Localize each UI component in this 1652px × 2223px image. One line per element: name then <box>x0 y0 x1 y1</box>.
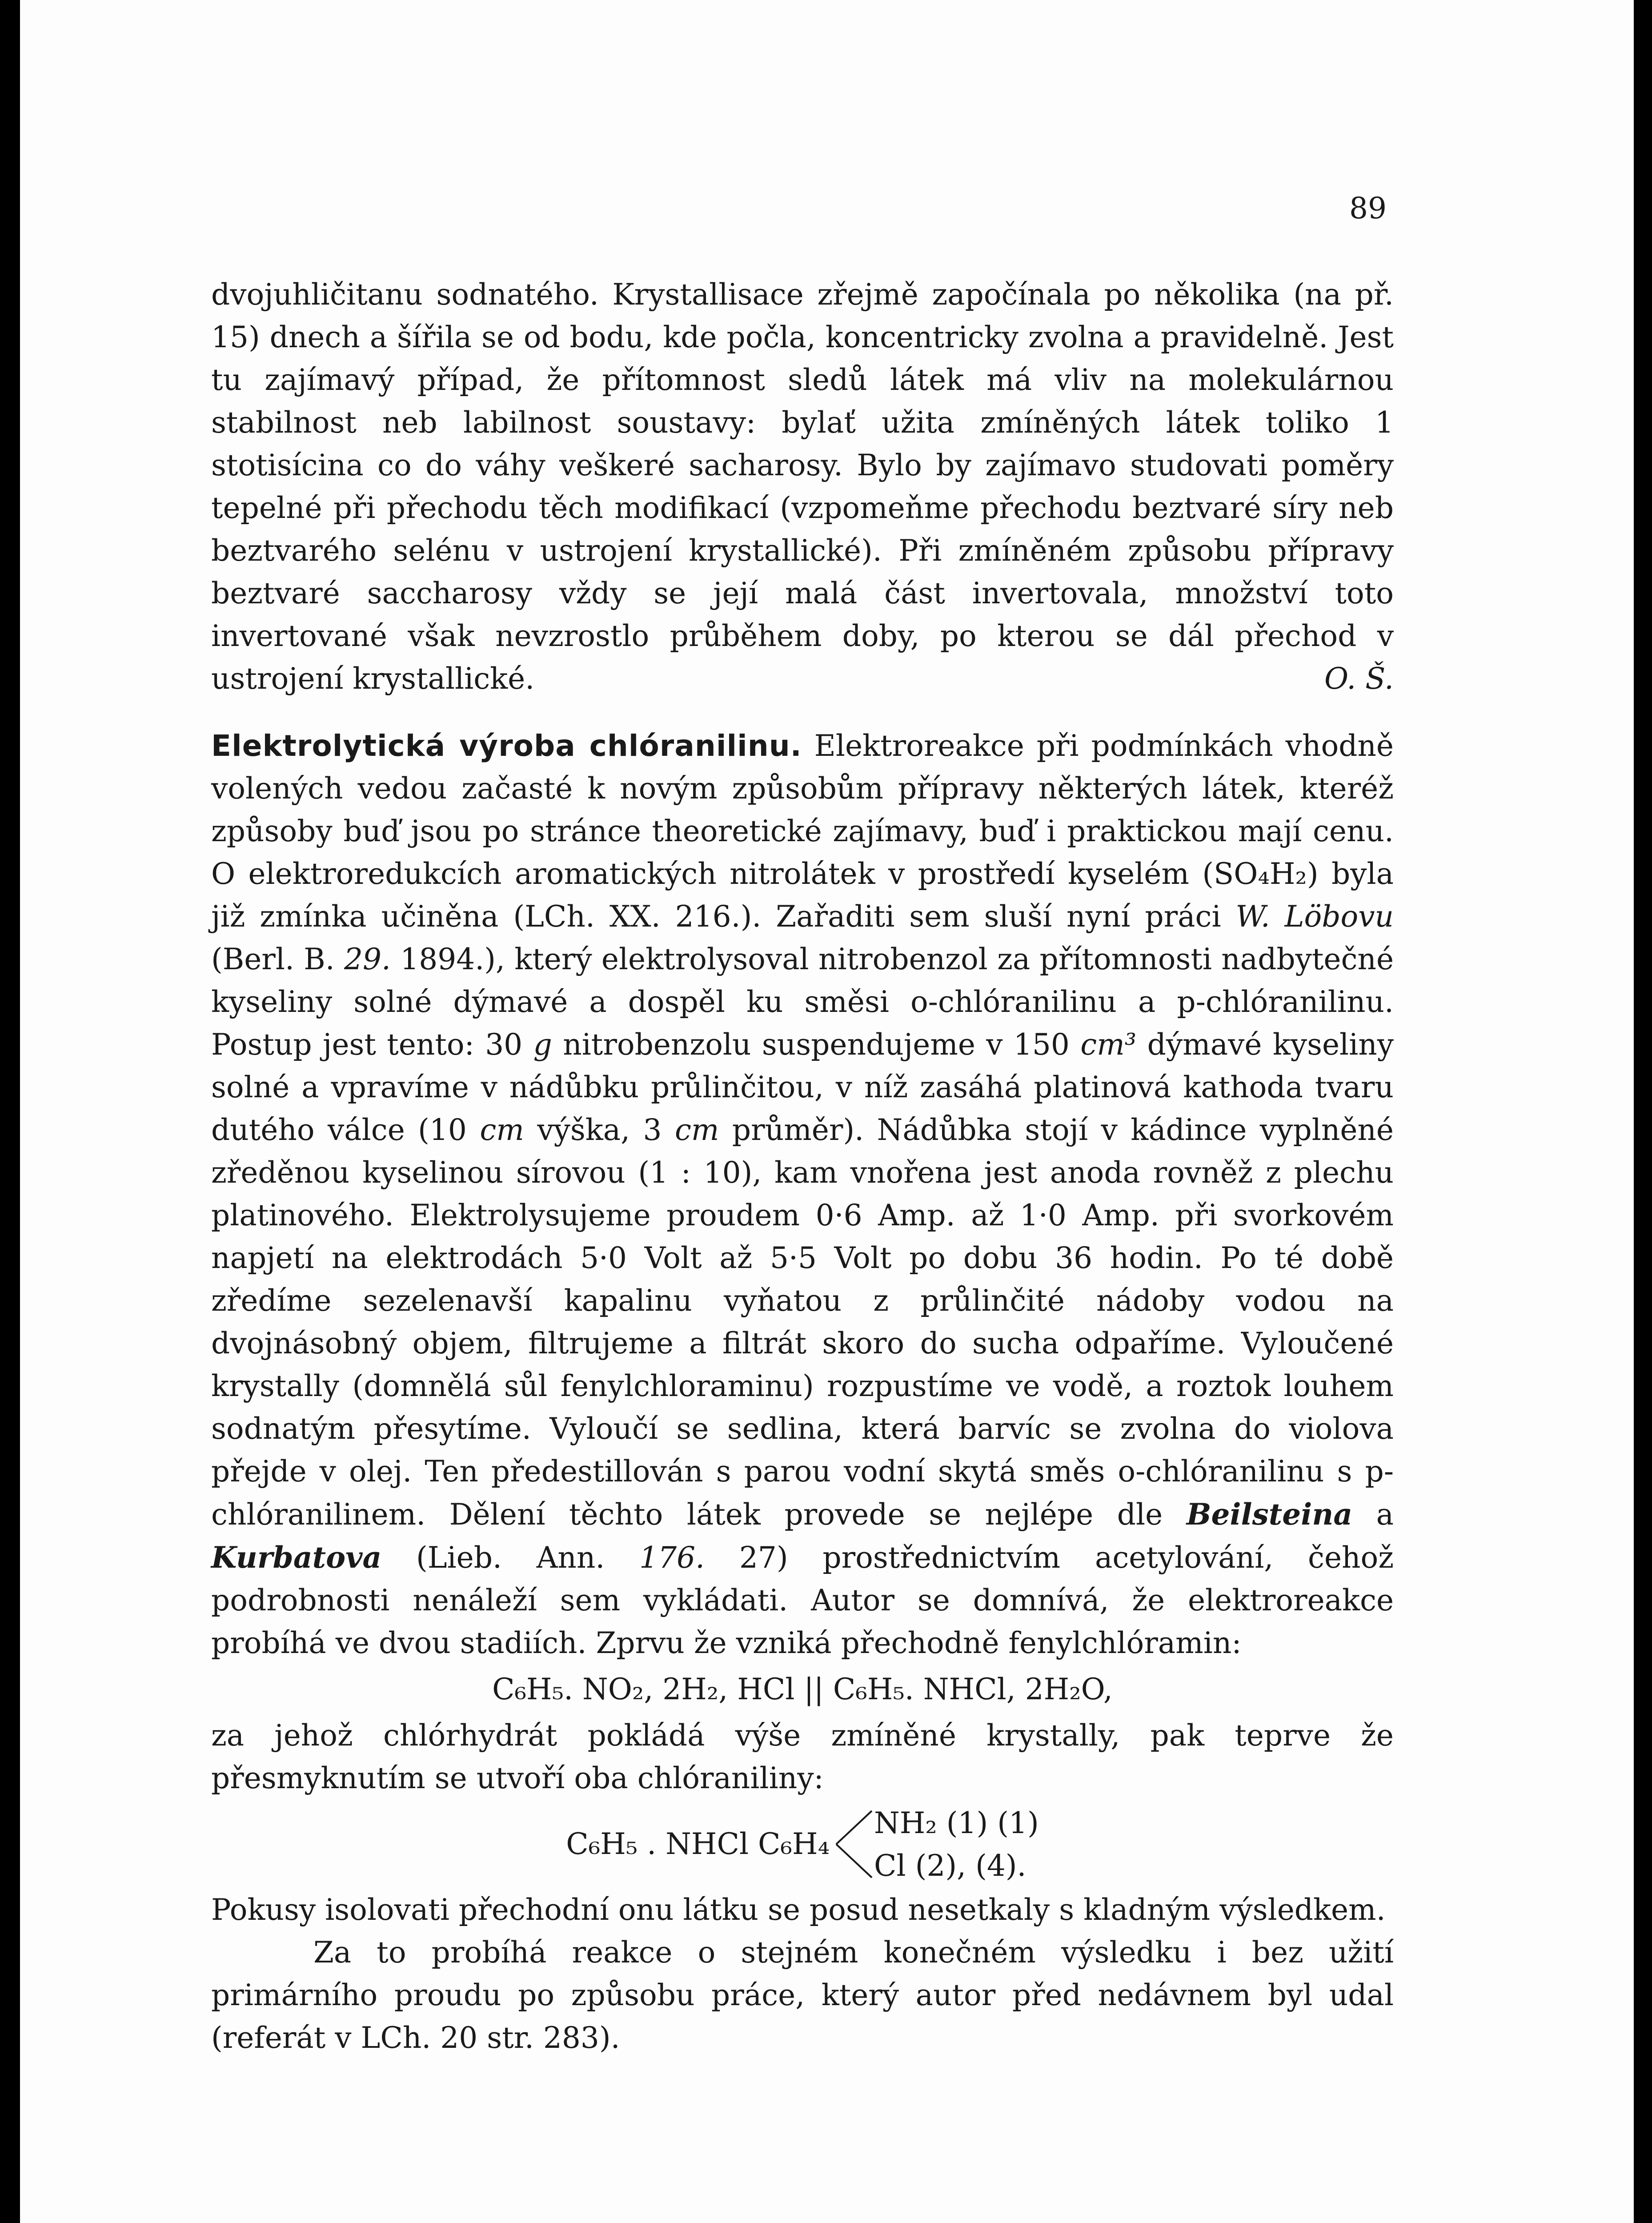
section-intro: Elektroreakce při podmínkách vhodně volených vedou začasté k novým způsobům přípravy některých látek, kteréž způsoby buď jsou po stránce theoretické zajímavy, buď i praktickou mají cenu. O elektroredukcích aromatických nitrolátek v prostředí kyselém <box>211 729 1394 891</box>
author-name: Beilsteina <box>1186 1497 1353 1532</box>
substituent-top: NH₂ (1) (1) <box>874 1806 1039 1840</box>
unit: g <box>533 1027 552 1062</box>
document-page <box>20 0 1634 2223</box>
chemical-structure <box>211 1800 1394 1889</box>
unit: cm <box>480 1113 524 1147</box>
section-heading: Elektrolytická výroba chlóranilinu. <box>211 729 802 763</box>
volume-number: 176. <box>639 1541 705 1575</box>
author-name: W. Löbovu <box>1235 899 1394 934</box>
structure-substituents <box>874 1802 1039 1886</box>
substituent-bottom: Cl (2), (4). <box>874 1849 1026 1883</box>
text-fragment: Pokusy isolovati přechodní onu látku se posud nesetkaly s kladným výsledkem. <box>211 1893 1386 1927</box>
branch-lines-icon <box>834 1802 874 1886</box>
paragraph-crystallisation <box>211 273 1394 700</box>
text-fragment: a <box>1376 1497 1394 1532</box>
section-electrolytic-chloraniline <box>211 725 1394 2059</box>
text-fragment: nitrobenzolu suspendujeme v 150 <box>563 1027 1070 1062</box>
text-fragment: výška, 3 <box>537 1113 662 1147</box>
text-fragment: dýmavé kyseliny solné a vpravíme v nádůbku průlinčitou, v níž zasáhá platinová kathoda tvaru dutého válce (10 <box>211 1027 1394 1147</box>
unit: cm <box>674 1113 719 1147</box>
text-fragment: (Lieb. Ann. <box>416 1541 605 1575</box>
text-fragment: za jehož chlórhydrát pokládá výše zmíněné krystally, pak teprve že přesmyknutím se utvoří oba chlóraniliny: <box>211 1718 1394 1795</box>
formula-acid: (SO₄H₂) <box>1202 857 1319 891</box>
unit: cm³ <box>1080 1027 1137 1062</box>
text-fragment: průměr). Nádůbka stojí v kádince vyplněné zředěnou kyselinou sírovou (1 : 10), kam vnořena jest anoda rovněž z plechu platinového. Elektrolysujeme proudem 0·6 Amp. až 1·0 Amp. při svorkovém napjetí na elektrodách 5·0 Volt až 5·5 Volt po dobu 36 hodin. Po té době zředíme sezelenavší kapalinu vyňatou z průlinčité nádoby vodou na dvojnásobný objem, filtrujeme a filtrát skoro do sucha odpaříme. Vyloučené krystally (domnělá sůl fenylchloraminu) rozpustíme ve vodě, a roztok louhem sodnatým přesytíme. Vyloučí se sedlina, která barvíc se zvolna do violova přejde v olej. Ten předestillován s parou vodní skytá směs o-chlóranilinu s p-chlóranilinem. Dělení těchto látek provede se nejlépe dle <box>211 1113 1394 1532</box>
last-paragraph: Za to probíhá reakce o stejném konečném výsledku i bez užití primárního proudu po způsobu práce, který autor před nedávnem byl udal (referát v LCh. 20 str. 283). <box>211 1935 1394 2055</box>
reaction-equation: C₆H₅. NO₂, 2H₂, HCl || C₆H₅. NHCl, 2H₂O, <box>492 1672 1113 1706</box>
page-number: 89 <box>1349 191 1387 225</box>
paragraph-text: dvojuhličitanu sodnatého. Krystallisace zřejmě započínala po několika (na př. 15) dnech a šířila se od bodu, kde počla, koncentricky zvolna a pravidelně. Jest tu zajímavý případ, že přítomnost sledů látek má vliv na molekulárnou stabilnost neb labilnost soustavy: bylať užita zmíněných látek toliko 1 stotisícina co do váhy veškeré sacharosy. Bylo by zajímavo studovati poměry tepelné při přechodu těch modifikací (vzpomeňme přechodu beztvaré síry neb beztvarého selénu v ustrojení krystallické). Při zmíněném způsobu přípravy beztvaré saccharosy vždy se její malá část invertovala, množství toto invertované však nevzrostlo průběhem doby, po kterou se dál přechod v ustrojení krystallické. <box>211 277 1394 696</box>
structure-base: C₆H₅ . NHCl C₆H₄ <box>566 1827 830 1861</box>
volume-number: 29. <box>344 942 391 976</box>
signature: O. Š. <box>1324 662 1394 696</box>
author-name: Kurbatova <box>211 1540 382 1575</box>
text-fragment: 27) prostřednictvím acetylování, čehož podrobnosti nenáleží sem vykládati. Autor se domnívá, že elektroreakce probíhá ve dvou stadiích. Zprvu že vzniká přechodně fenylchlóramin: <box>211 1541 1394 1660</box>
text-fragment: 1894.), který elektrolysoval nitrobenzol za přítomnosti nadbytečné kyseliny solné dýmavé a dospěl ku směsi o-chlóranilinu a p-chlóranilinu. Postup jest tento: 30 <box>211 942 1394 1062</box>
text-fragment: byla již zmínka učiněna (LCh. XX. 216.). Zařaditi sem sluší nyní práci <box>211 857 1394 934</box>
text-fragment: (Berl. B. <box>211 942 335 976</box>
